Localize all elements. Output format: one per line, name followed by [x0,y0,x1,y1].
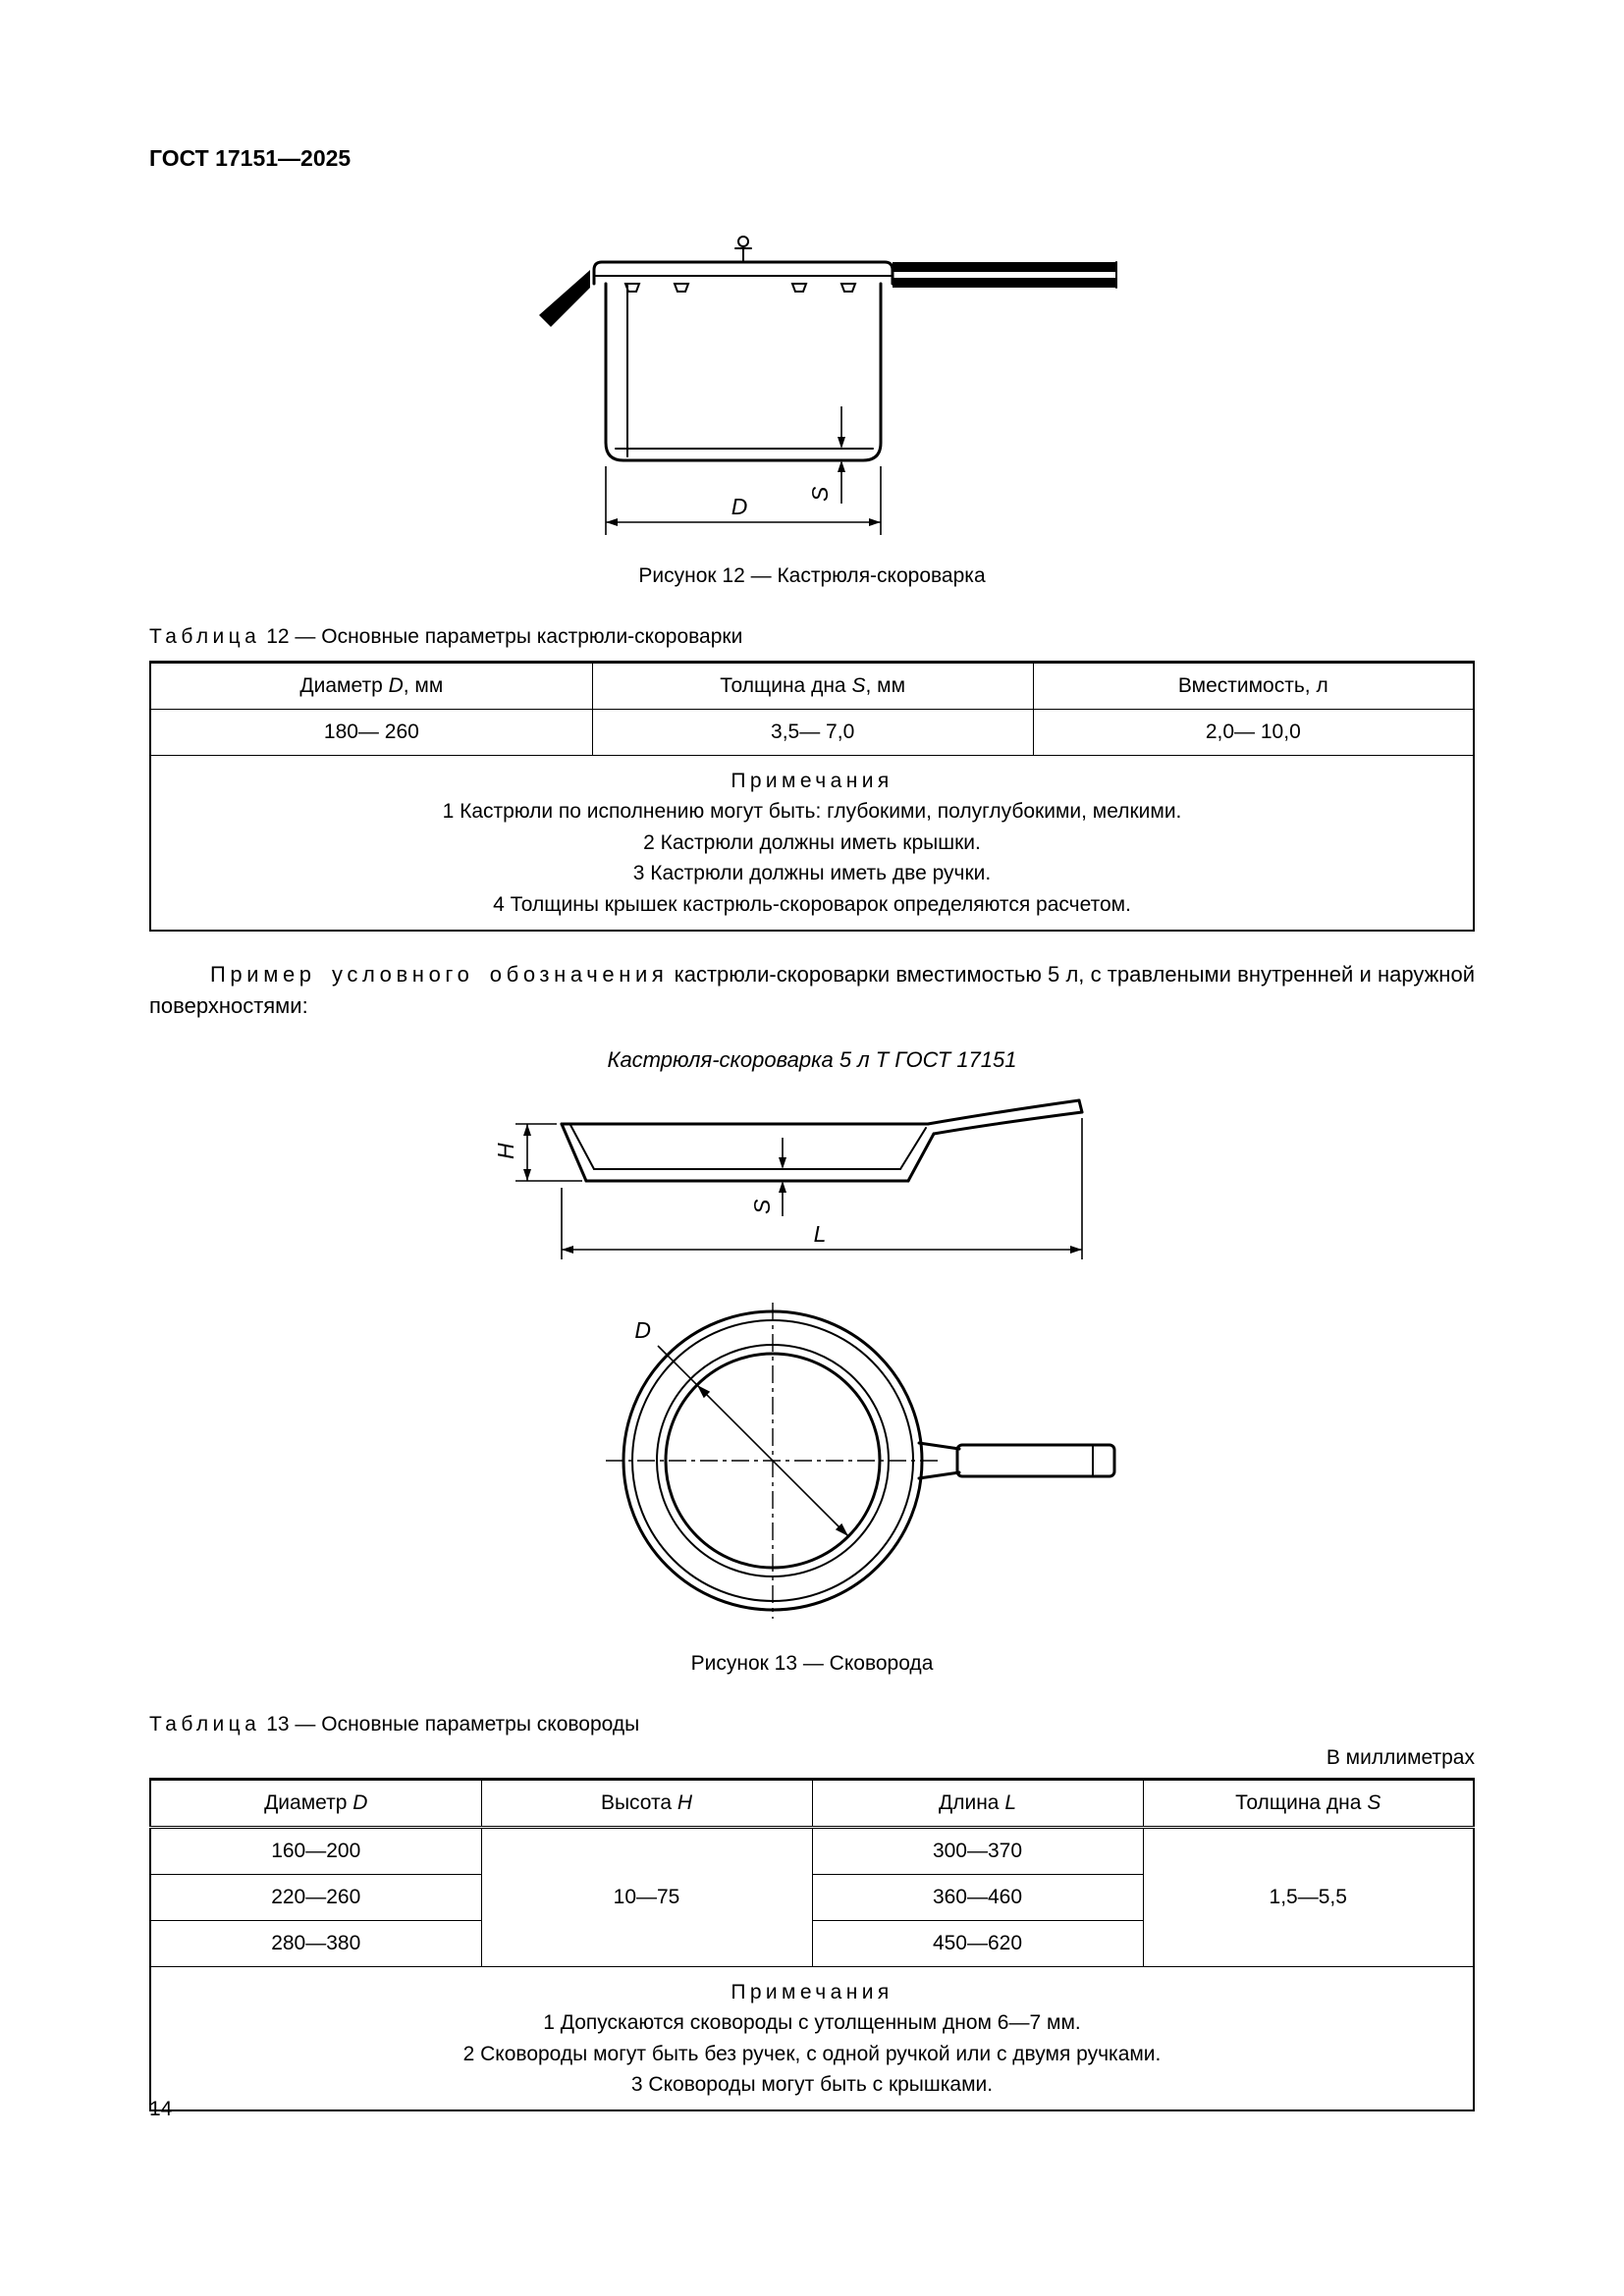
value-capacity: 2,0— 10,0 [1033,710,1474,756]
notes-title: Примечания [731,770,893,792]
pot-body [606,284,881,460]
table-12-title-word: Таблица [149,625,261,648]
table-12-title [149,625,1475,649]
header-cell-bottom-thickness: Толщина дна S [1143,1779,1474,1827]
value-diameter: 160—200 [150,1827,481,1874]
pan-profile [562,1100,1082,1181]
pot-left-handle [539,270,590,327]
table-12-header-row [150,663,1474,710]
example-designation: Кастрюля-скороварка 5 л Т ГОСТ 17151 [607,1046,1017,1072]
table-13 [149,1778,1475,2112]
value-length: 450—620 [812,1920,1143,1966]
value-height: 10—75 [481,1827,812,1966]
header-cell-diameter: Диаметр D, мм [150,663,592,710]
label-l: L [813,1220,827,1247]
figure-13-top-view [149,1299,1475,1623]
table-12 [149,661,1475,932]
value-bottom-thickness: 1,5—5,5 [1143,1827,1474,1966]
table-12-notes-row [150,756,1474,931]
label-h: H [493,1143,518,1159]
example-intro-rest: кастрюли-скороварки вместимостью 5 л, с травлеными внутренней и наружной поверхностями: [149,961,1475,1018]
header-cell-diameter: Диаметр D [150,1779,481,1827]
pot-lid [594,262,893,292]
label-d: D [731,494,748,519]
example-intro-spaced: Пример условного обозначения [210,961,669,987]
note-line: 2 Сковороды могут быть без ручек, с одной ручкой или с двумя ручками. [462,2042,1162,2065]
lid-valve-icon [735,237,751,262]
dimension-d [606,466,881,535]
pressure-cooker-drawing [488,225,1136,549]
table-13-notes [150,1966,1474,2110]
dimension-s [807,406,845,504]
figure-12-caption: Рисунок 12 — Кастрюля-скороварка [638,564,986,587]
frying-pan-side-drawing [488,1095,1136,1273]
figure-13-side-view [149,1095,1475,1273]
page-number: 14 [149,2098,173,2120]
table-12-notes [150,756,1474,931]
value-diameter: 220—260 [150,1874,481,1920]
note-line: 3 Сковороды могут быть с крышками. [630,2072,994,2096]
table-12-value-row [150,710,1474,756]
pan-handle-top [919,1443,1114,1478]
dimension-d-diagonal [634,1317,848,1536]
table-13-row [150,1827,1474,1874]
table-13-notes-row [150,1966,1474,2110]
figure-12 [149,225,1475,549]
notes-title: Примечания [731,1980,893,2003]
note-line: 3 Кастрюли должны иметь две ручки. [632,862,992,885]
header-cell-length: Длина L [812,1779,1143,1827]
header-cell-capacity: Вместимость, л [1033,663,1474,710]
table-13-title-word: Таблица [149,1712,261,1735]
doc-header: ГОСТ 17151—2025 [149,145,352,171]
table-13-header-row [150,1779,1474,1827]
header-cell-bottom-thickness: Толщина дна S, мм [592,663,1033,710]
note-line: 1 Допускаются сковороды с утолщенным дном 6—7 мм. [543,2011,1081,2035]
label-s: S [807,486,833,502]
label-d: D [634,1316,651,1343]
table-13-title-rest: 13 — Основные параметры сковороды [266,1712,640,1735]
value-diameter: 280—380 [150,1920,481,1966]
note-line: 1 Кастрюли по исполнению могут быть: глубокими, полуглубокими, мелкими. [442,800,1182,824]
dimension-s-pan [749,1138,786,1216]
value-length: 360—460 [812,1874,1143,1920]
dimension-h [493,1124,582,1181]
note-line: 4 Толщины крышек кастрюль-скороварок определяются расчетом. [493,892,1131,916]
value-diameter: 180— 260 [150,710,592,756]
value-length: 300—370 [812,1827,1143,1874]
example-paragraph [149,959,1475,1022]
table-13-title [149,1713,1475,1736]
figure-13-caption: Рисунок 13 — Сковорода [690,1651,934,1675]
value-bottom-thickness: 3,5— 7,0 [592,710,1033,756]
table-12-title-rest: 12 — Основные параметры кастрюли-скороварки [266,625,743,648]
label-s: S [749,1199,775,1214]
frying-pan-top-drawing [468,1299,1156,1623]
pot-long-handle [893,262,1116,288]
units-note: В миллиметрах [1326,1745,1475,1769]
header-cell-height: Высота H [481,1779,812,1827]
dimension-l [562,1118,1082,1259]
note-line: 2 Кастрюли должны иметь крышки. [643,830,981,854]
